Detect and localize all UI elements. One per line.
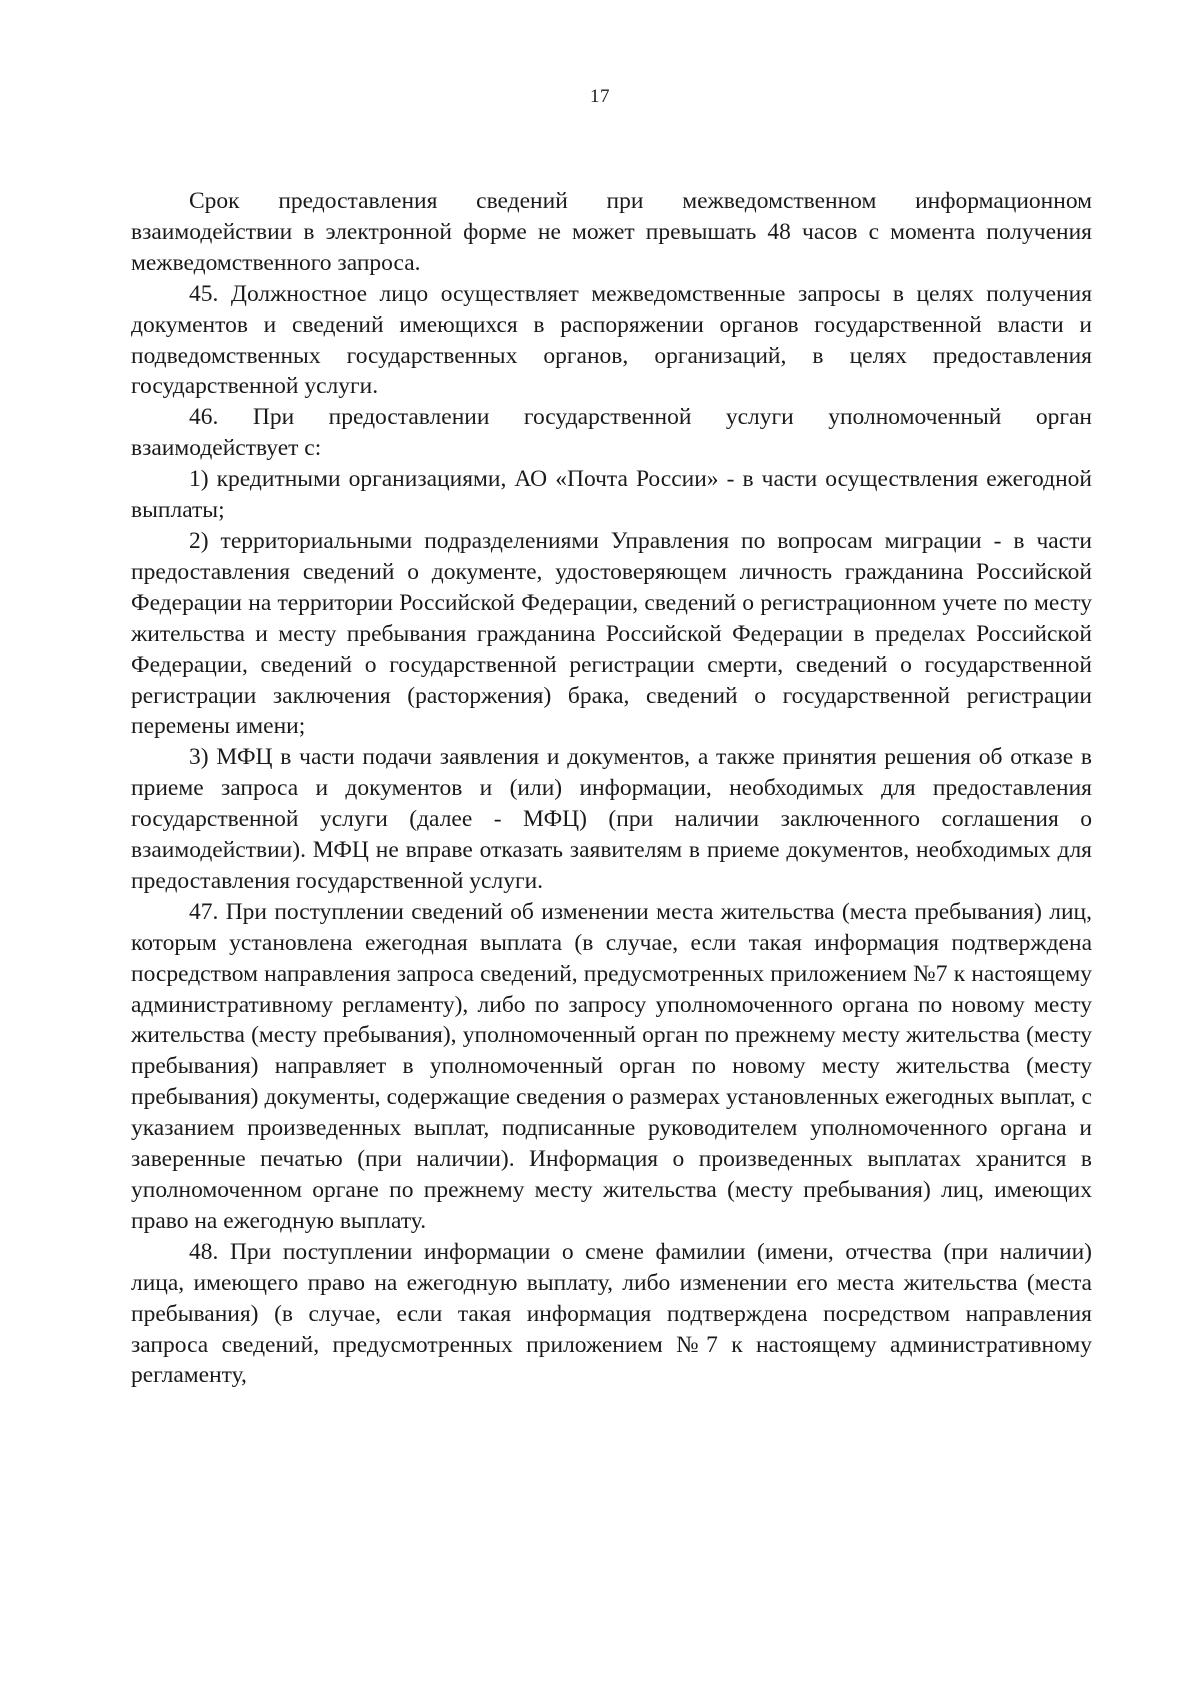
- paragraph-47: 47. При поступлении сведений об изменении места жительства (места пребывания) лиц, которым установлена ежегодная выплата (в случае, если такая информация подтверждена посредством направления запроса сведений, предусмотренных приложением №7 к настоящему административному регламенту), либо по запросу уполномоченного органа по новому месту жительства (месту пребывания), уполномоченный орган по прежнему месту жительства (месту пребывания) направляет в уполномоченный орган по новому месту жительства (месту пребывания) документы, содержащие сведения о размерах установленных ежегодных выплат, с указанием произведенных выплат, подписанные руководителем уполномоченного органа и заверенные печатью (при наличии). Информация о произведенных выплатах хранится в уполномоченном органе по прежнему месту жительства (месту пребывания) лиц, имеющих право на ежегодную выплату.: [131, 898, 1092, 1234]
- paragraph-45: 45. Должностное лицо осуществляет межведомственные запросы в целях получения документов и сведений имеющихся в распоряжении органов государственной власти и подведомственных государственных органов, организаций, в целях предоставления государственной услуги.: [131, 280, 1092, 400]
- paragraph-46: 46. При предоставлении государственной услуги уполномоченный орган взаимодействует с:: [131, 404, 1092, 462]
- page-number: 17: [590, 86, 610, 107]
- paragraph-46-item-2: 2) территориальными подразделениями Управления по вопросам миграции - в части предоставления сведений о документе, удостоверяющем личность гражданина Российской Федерации на территории Российской Федерации, сведений о регистрационном учете по месту жительства и месту пребывания гражданина Российской Федерации в пределах Российской Федерации, сведений о государственной регистрации смерти, сведений о государственной регистрации заключения (расторжения) брака, сведений о государственной регистрации перемены имени;: [131, 527, 1092, 740]
- paragraph-46-item-3: 3) МФЦ в части подачи заявления и документов, а также принятия решения об отказе в приеме запроса и документов и (или) информации, необходимых для предоставления государственной услуги (далее - МФЦ) (при наличии заключенного соглашения о взаимодействии). МФЦ не вправе отказать заявителям в приеме документов, необходимых для предоставления государственной услуги.: [131, 744, 1092, 894]
- paragraph-interagency-deadline: Срок предоставления сведений при межведомственном информационном взаимодействии в электронной форме не может превышать 48 часов с момента получения межведомственного запроса.: [131, 188, 1092, 276]
- paragraph-48: 48. При поступлении информации о смене фамилии (имени, отчества (при наличии) лица, имеющего право на ежегодную выплату, либо изменении его места жительства (места пребывания) (в случае, если такая информация подтверждена посредством направления запроса сведений, предусмотренных приложением №7 к настоящему административному регламенту,: [131, 1238, 1092, 1389]
- document-body: [131, 186, 1092, 1391]
- paragraph-46-item-1: 1) кредитными организациями, АО «Почта России» - в части осуществления ежегодной выплаты;: [131, 466, 1092, 524]
